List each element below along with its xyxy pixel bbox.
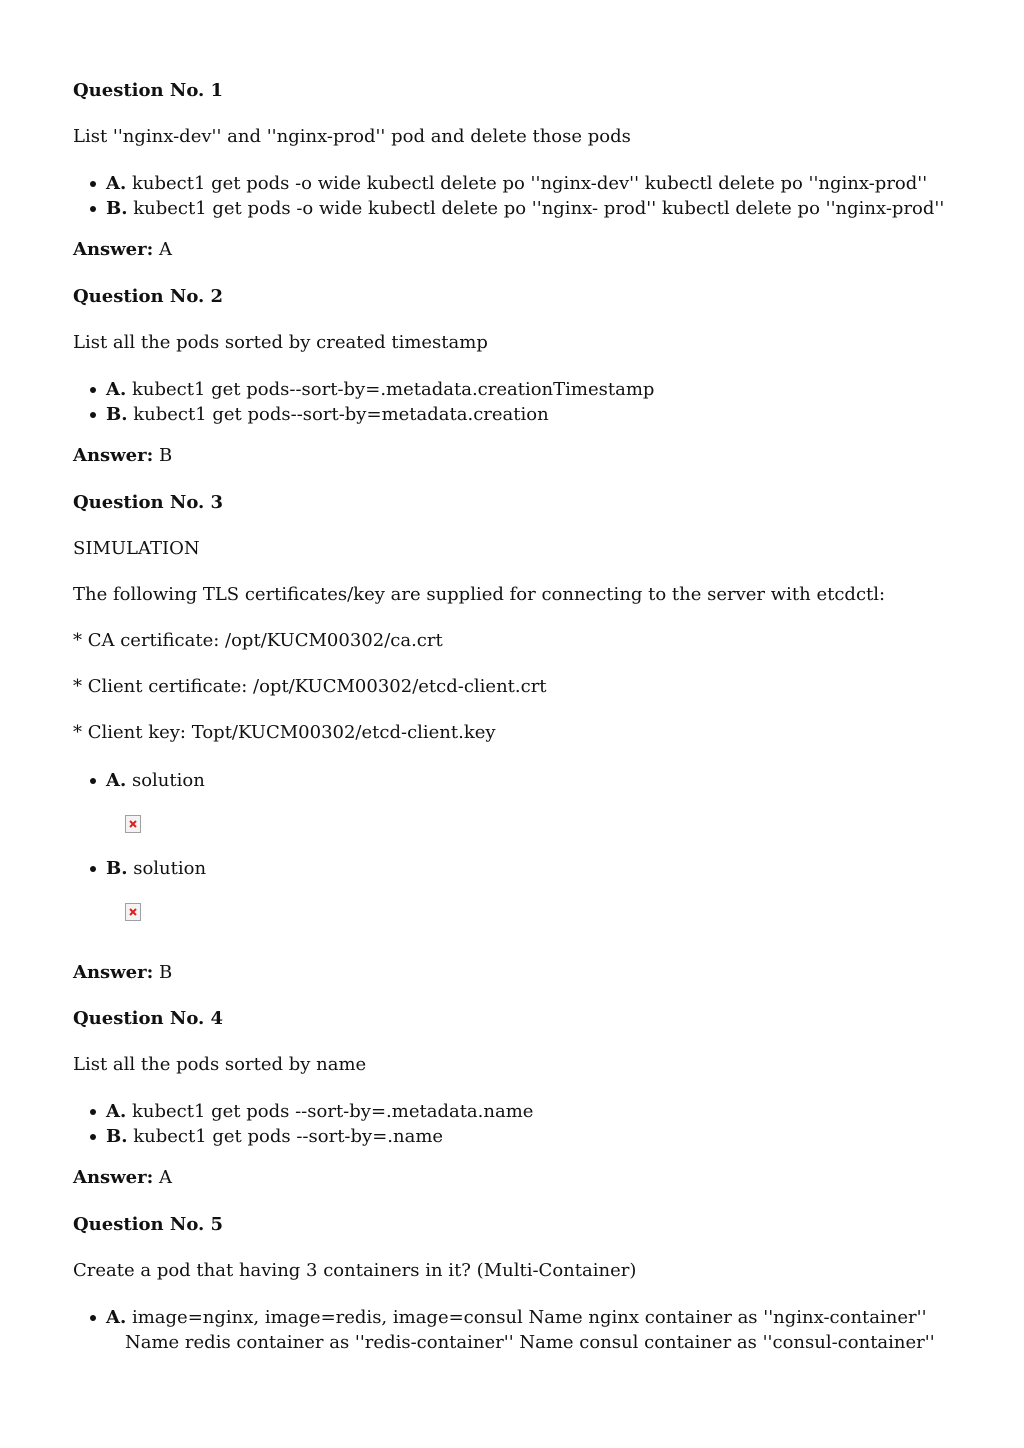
option-letter: A.: [106, 379, 127, 400]
option-letter: B.: [106, 858, 128, 879]
question-3-paragraph: SIMULATION: [73, 538, 200, 559]
option-letter: A.: [106, 1307, 127, 1328]
question-3-option-a: [106, 768, 205, 793]
question-3-paragraph: * CA certificate: /opt/KUCM00302/ca.crt: [73, 630, 443, 651]
question-5-option-a-continued: Name redis container as ''redis-container'' Name consul container as ''consul-container'': [125, 1332, 935, 1353]
question-2-text: List all the pods sorted by created timestamp: [73, 332, 488, 353]
option-letter: B.: [106, 1126, 128, 1147]
question-5-title: Question No. 5: [73, 1214, 224, 1235]
option-text: image=nginx, image=redis, image=consul Name nginx container as ''nginx-container'': [131, 1307, 927, 1328]
option-text: solution: [131, 770, 205, 791]
answer-label: Answer:: [73, 1167, 154, 1188]
option-text: solution: [133, 858, 207, 879]
question-3-option-b: [106, 856, 206, 881]
option-text: kubect1 get pods--sort-by=.metadata.creationTimestamp: [131, 379, 655, 400]
question-2-option-a: [106, 377, 654, 402]
option-letter: B.: [106, 198, 128, 219]
question-5-text: Create a pod that having 3 containers in it? (Multi-Container): [73, 1260, 637, 1281]
answer-label: Answer:: [73, 445, 154, 466]
option-text: kubect1 get pods -o wide kubectl delete po ''nginx- prod'' kubectl delete po ''nginx-prod'': [133, 198, 945, 219]
question-2-title: Question No. 2: [73, 286, 224, 307]
question-5-option-a: [106, 1305, 927, 1330]
answer-value: B: [159, 445, 173, 466]
option-text: kubect1 get pods --sort-by=.name: [133, 1126, 444, 1147]
answer-value: A: [159, 1167, 172, 1188]
question-3-title: Question No. 3: [73, 492, 224, 513]
option-text: kubect1 get pods -o wide kubectl delete po ''nginx-dev'' kubectl delete po ''nginx-prod'': [131, 173, 928, 194]
question-1-option-a: [106, 171, 927, 196]
question-1-text: List ''nginx-dev'' and ''nginx-prod'' pod and delete those pods: [73, 126, 631, 147]
question-4-title: Question No. 4: [73, 1008, 224, 1029]
broken-image-icon: [125, 815, 141, 833]
question-3-paragraph: The following TLS certificates/key are supplied for connecting to the server with etcdctl:: [73, 584, 886, 605]
question-4-option-b: [106, 1124, 443, 1149]
option-text: kubect1 get pods--sort-by=metadata.creation: [133, 404, 549, 425]
option-letter: B.: [106, 404, 128, 425]
question-3-paragraph: * Client key: Topt/KUCM00302/etcd-client.key: [73, 722, 496, 743]
question-4-answer: [73, 1167, 172, 1189]
question-4-option-a: [106, 1099, 533, 1124]
answer-label: Answer:: [73, 962, 154, 983]
question-3-paragraph: * Client certificate: /opt/KUCM00302/etcd-client.crt: [73, 676, 547, 697]
answer-label: Answer:: [73, 239, 154, 260]
question-4-text: List all the pods sorted by name: [73, 1054, 367, 1075]
broken-image-icon: [125, 903, 141, 921]
answer-value: B: [159, 962, 173, 983]
question-3-answer: [73, 962, 172, 984]
option-letter: A.: [106, 770, 127, 791]
option-letter: A.: [106, 1101, 127, 1122]
question-2-option-b: [106, 402, 549, 427]
question-1-title: Question No. 1: [73, 80, 224, 101]
question-1-option-b: [106, 196, 944, 221]
question-1-answer: [73, 239, 172, 261]
option-letter: A.: [106, 173, 127, 194]
answer-value: A: [159, 239, 172, 260]
option-text: kubect1 get pods --sort-by=.metadata.name: [131, 1101, 534, 1122]
question-2-answer: [73, 445, 172, 467]
